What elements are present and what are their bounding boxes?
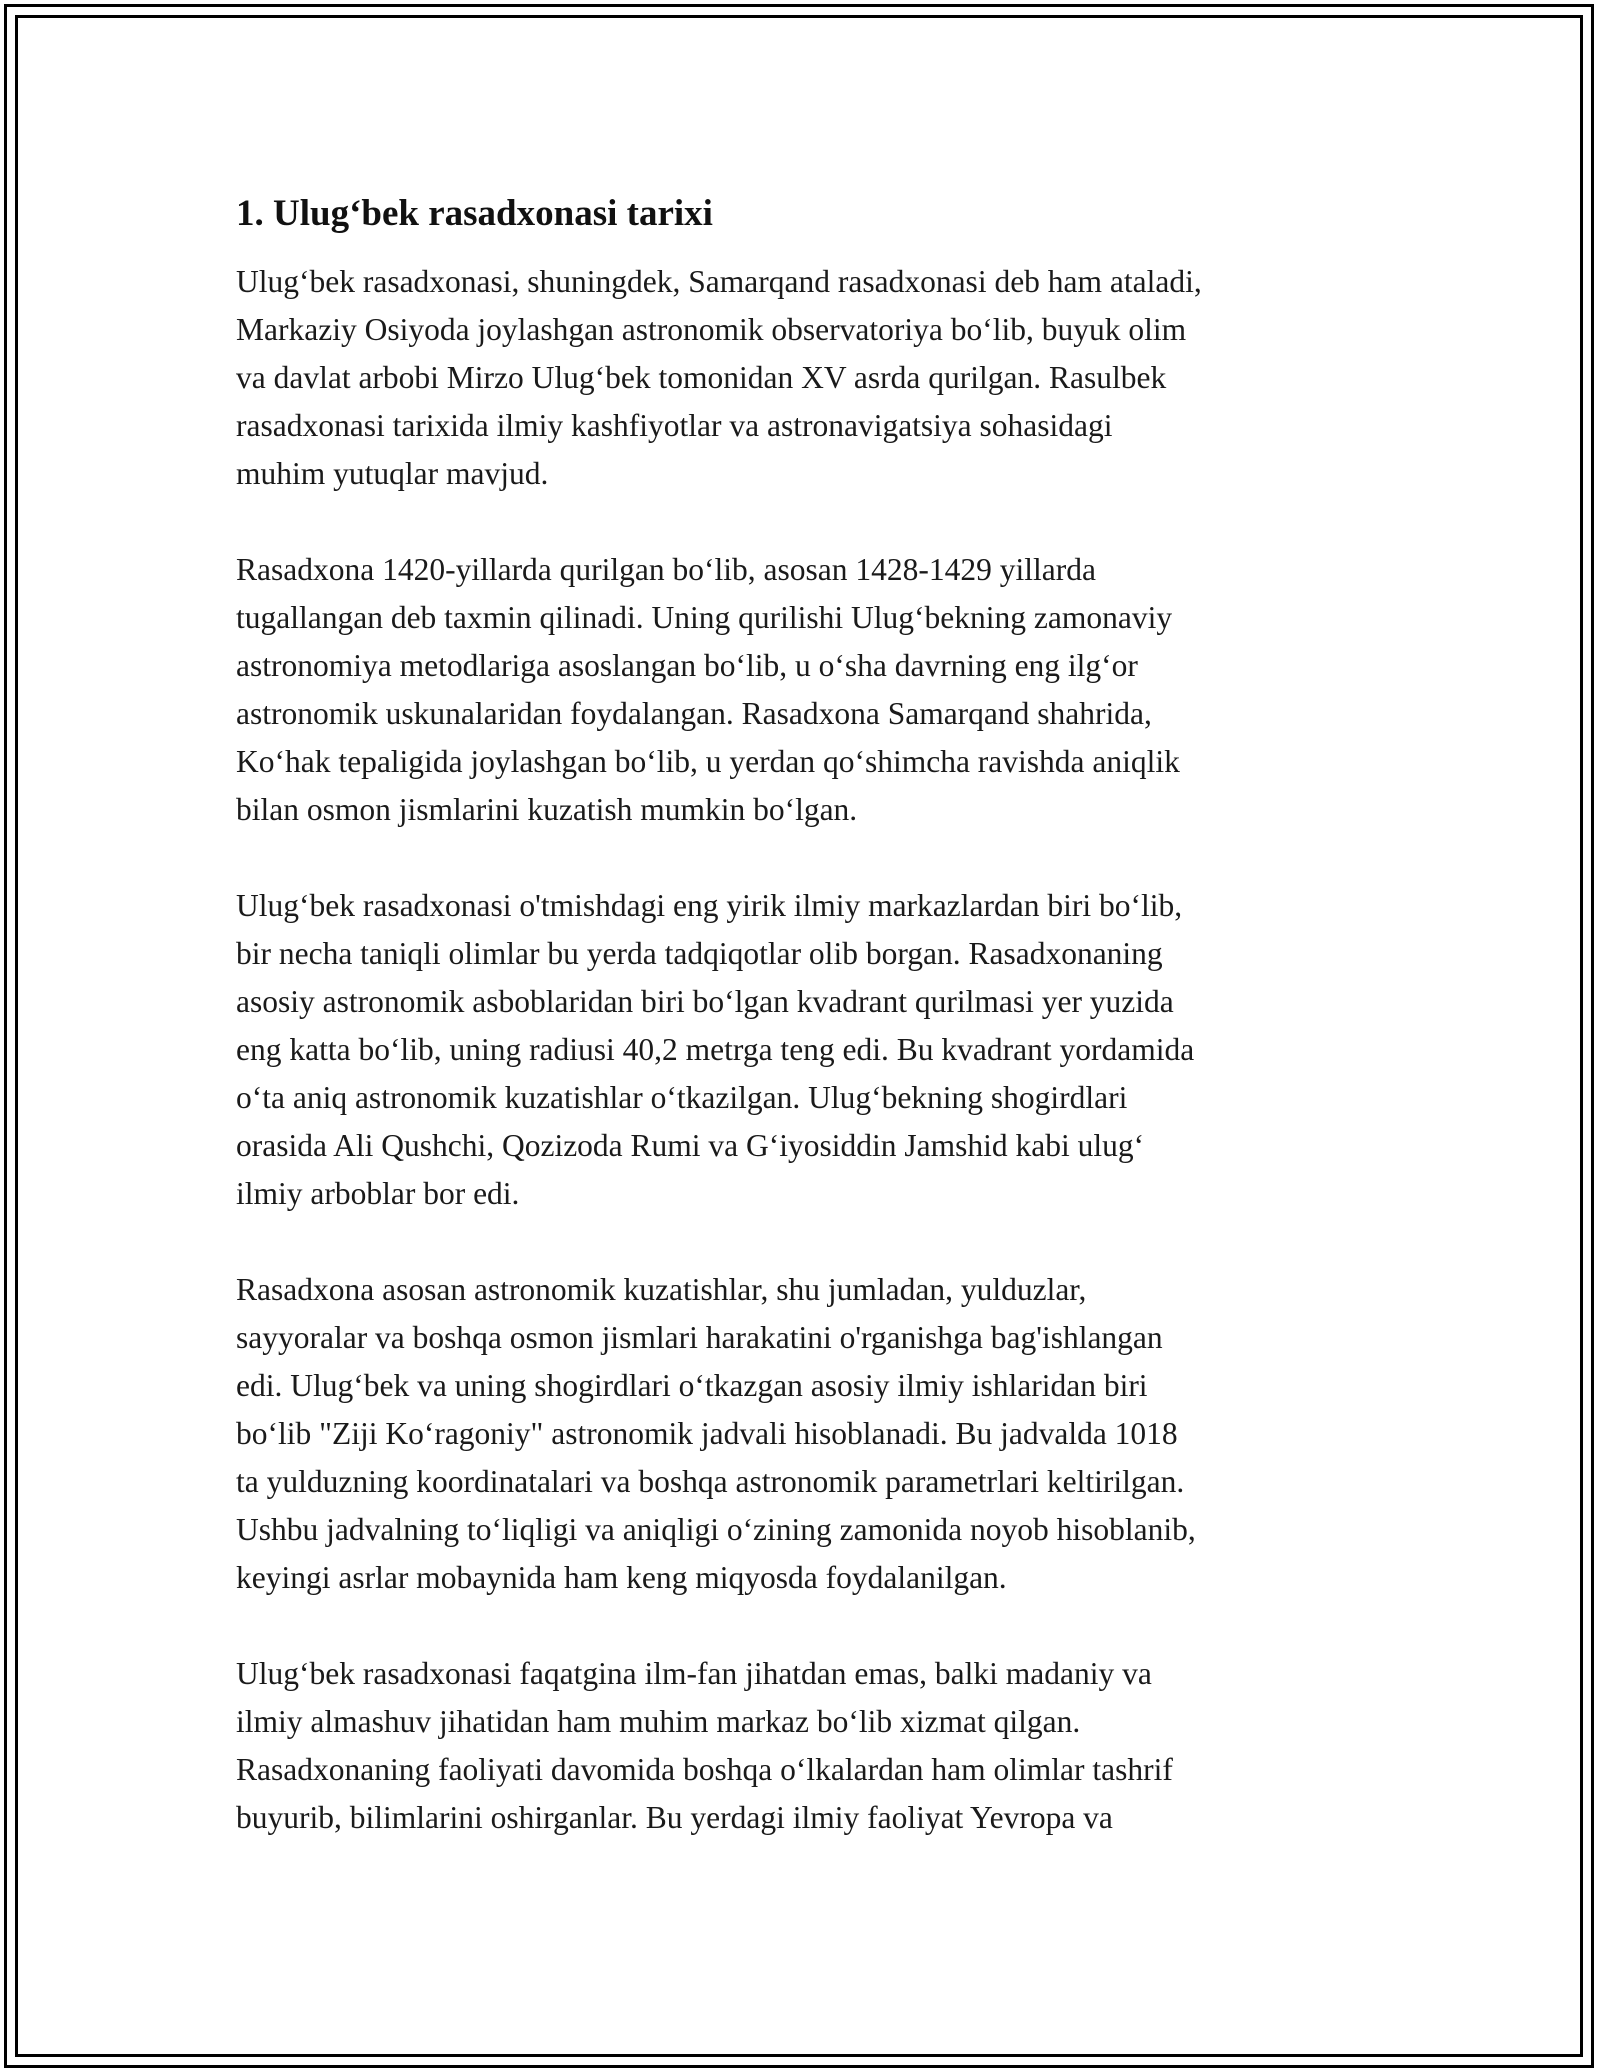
paragraph-line: Ushbu jadvalning to‘liqligi va aniqligi o‘zining zamonida noyob hisoblanib, [236, 1512, 1196, 1547]
paragraph-line: astronomiya metodlariga asoslangan bo‘lib, u o‘sha davrning eng ilg‘or [236, 648, 1138, 683]
paragraph-line: Ulug‘bek rasadxonasi, shuningdek, Samarqand rasadxonasi deb ham ataladi, [236, 264, 1202, 299]
paragraph-line: Ko‘hak tepaligida joylashgan bo‘lib, u yerdan qo‘shimcha ravishda aniqlik [236, 744, 1180, 779]
paragraph-1 [236, 258, 1366, 498]
paragraph-line: muhim yutuqlar mavjud. [236, 456, 549, 491]
paragraph-line: ilmiy arboblar bor edi. [236, 1176, 520, 1211]
paragraph-line: bilan osmon jismlarini kuzatish mumkin bo‘lgan. [236, 792, 858, 827]
paragraph-line: va davlat arbobi Mirzo Ulug‘bek tomonidan XV asrda qurilgan. Rasulbek [236, 360, 1167, 395]
paragraph-line: edi. Ulug‘bek va uning shogirdlari o‘tkazgan asosiy ilmiy ishlaridan biri [236, 1368, 1148, 1403]
paragraph-line: Ulug‘bek rasadxonasi o'tmishdagi eng yirik ilmiy markazlardan biri bo‘lib, [236, 888, 1183, 923]
paragraph-line: rasadxonasi tarixida ilmiy kashfiyotlar va astronavigatsiya sohasidagi [236, 408, 1113, 443]
paragraph-line: Rasadxona asosan astronomik kuzatishlar, shu jumladan, yulduzlar, [236, 1272, 1087, 1307]
paragraph-line: bir necha taniqli olimlar bu yerda tadqiqotlar olib borgan. Rasadxonaning [236, 936, 1163, 971]
section-heading: 1. Ulug‘bek rasadxonasi tarixi [236, 193, 713, 234]
document-body [236, 186, 1366, 1890]
paragraph-line: Rasadxona 1420-yillarda qurilgan bo‘lib, asosan 1428-1429 yillarda [236, 552, 1096, 587]
paragraph-2 [236, 546, 1366, 834]
paragraph-line: buyurib, bilimlarini oshirganlar. Bu yerdagi ilmiy faoliyat Yevropa va [236, 1800, 1113, 1835]
paragraph-line: sayyoralar va boshqa osmon jismlari harakatini o'rganishga bag'ishlangan [236, 1320, 1163, 1355]
paragraph-3 [236, 882, 1366, 1218]
paragraph-line: o‘ta aniq astronomik kuzatishlar o‘tkazilgan. Ulug‘bekning shogirdlari [236, 1080, 1128, 1115]
paragraph-line: ilmiy almashuv jihatidan ham muhim markaz bo‘lib xizmat qilgan. [236, 1704, 1081, 1739]
paragraph-line: bo‘lib "Ziji Ko‘ragoniy" astronomik jadvali hisoblanadi. Bu jadvalda 1018 [236, 1416, 1178, 1451]
paragraph-line: keyingi asrlar mobaynida ham keng miqyosda foydalanilgan. [236, 1560, 1007, 1595]
paragraph-5 [236, 1650, 1366, 1842]
paragraph-line: Rasadxonaning faoliyati davomida boshqa o‘lkalardan ham olimlar tashrif [236, 1752, 1173, 1787]
paragraph-line: Ulug‘bek rasadxonasi faqatgina ilm-fan jihatdan emas, balki madaniy va [236, 1656, 1152, 1691]
paragraph-line: eng katta bo‘lib, uning radiusi 40,2 metrga teng edi. Bu kvadrant yordamida [236, 1032, 1195, 1067]
paragraph-line: tugallangan deb taxmin qilinadi. Uning qurilishi Ulug‘bekning zamonaviy [236, 600, 1173, 635]
paragraph-4 [236, 1266, 1366, 1602]
paragraph-line: asosiy astronomik asboblaridan biri bo‘lgan kvadrant qurilmasi yer yuzida [236, 984, 1174, 1019]
paragraph-line: orasida Ali Qushchi, Qozizoda Rumi va G‘iyosiddin Jamshid kabi ulug‘ [236, 1128, 1145, 1163]
paragraph-line: astronomik uskunalaridan foydalangan. Rasadxona Samarqand shahrida, [236, 696, 1152, 731]
paragraph-line: ta yulduzning koordinatalari va boshqa astronomik parametrlari keltirilgan. [236, 1464, 1185, 1499]
paragraph-line: Markaziy Osiyoda joylashgan astronomik observatoriya bo‘lib, buyuk olim [236, 312, 1187, 347]
